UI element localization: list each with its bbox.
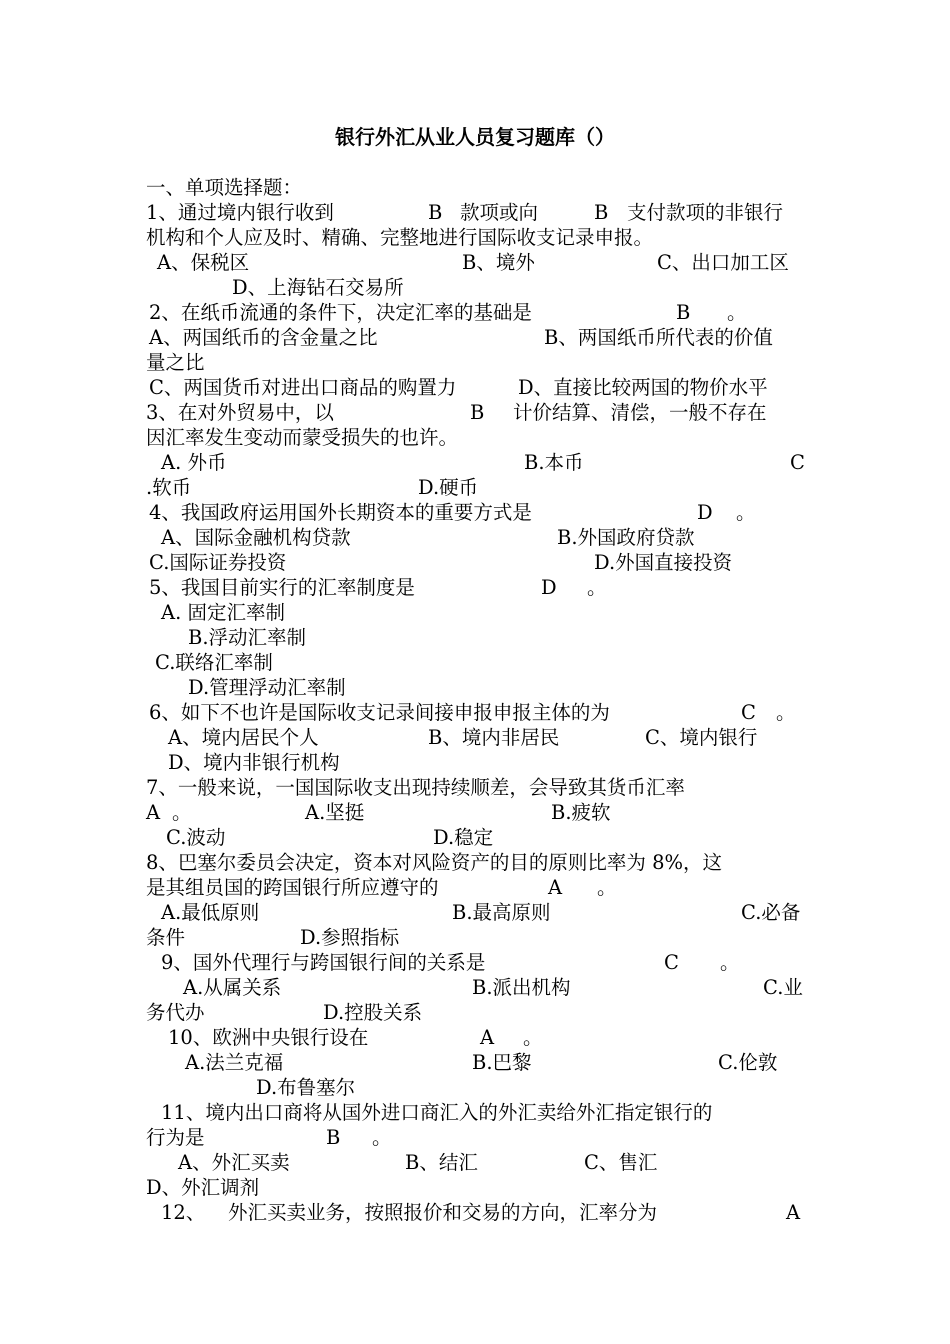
- question-8-text: 8、巴塞尔委员会决定，资本对风险资产的目的原则比率为 8%，这: [146, 851, 723, 874]
- option-a: A.最低原则: [161, 901, 260, 924]
- question-9-answer: C: [664, 951, 679, 974]
- option-d: D.硬币: [418, 476, 479, 499]
- option-c-cont: .软币: [146, 476, 192, 499]
- option-d: D、境内非银行机构: [168, 751, 340, 774]
- question-10-period: 。: [523, 1026, 543, 1049]
- question-1-text-d: 机构和个人应及时、精确、完整地进行国际收支记录申报。: [146, 226, 654, 249]
- question-2-period: 。: [727, 301, 747, 324]
- question-12-text: 外汇买卖业务，按照报价和交易的方向，汇率分为: [228, 1201, 658, 1224]
- option-c: C.业: [763, 976, 803, 999]
- question-6-answer: C: [741, 701, 756, 724]
- question-1-text-c: 支付款项的非银行: [627, 201, 784, 224]
- option-a: A. 固定汇率制: [161, 601, 285, 624]
- option-b: B.派出机构: [472, 976, 571, 999]
- question-1-text: 1、通过境内银行收到: [146, 201, 334, 224]
- question-8-text-b: 是其组员国的跨国银行所应遵守的: [146, 876, 439, 899]
- option-a: A、保税区: [157, 251, 250, 274]
- question-11-text-b: 行为是: [146, 1126, 205, 1149]
- question-3-text: 3、在对外贸易中，以: [146, 401, 334, 424]
- option-d: D.管理浮动汇率制: [188, 676, 346, 699]
- option-a: A.法兰克福: [185, 1051, 284, 1074]
- option-a: A、境内居民个人: [168, 726, 319, 749]
- option-d: D、直接比较两国的物价水平: [518, 376, 768, 399]
- question-8-period: 。: [597, 876, 617, 899]
- question-4-period: 。: [736, 501, 756, 524]
- question-8-answer: A: [548, 876, 563, 899]
- question-3-answer: B: [470, 401, 485, 424]
- question-11-text: 11、境内出口商将从国外进口商汇入的外汇卖给外汇指定银行的: [161, 1101, 713, 1124]
- option-c: C: [790, 451, 805, 474]
- option-b: B、境外: [462, 251, 535, 274]
- option-b: B.本币: [524, 451, 584, 474]
- question-10-answer: A: [480, 1026, 495, 1049]
- question-6-text: 6、如下不也许是国际收支记录间接申报申报主体的为: [149, 701, 610, 724]
- option-d: D.稳定: [433, 826, 494, 849]
- question-3-text-b: 计价结算、清偿，一般不存在: [513, 401, 767, 424]
- option-c: C、出口加工区: [657, 251, 789, 274]
- option-a: A.坚挺: [305, 801, 365, 824]
- question-12-answer: A: [786, 1201, 801, 1224]
- document-title: 银行外汇从业人员复习题库（）: [335, 125, 615, 149]
- question-7-answer: A: [146, 801, 161, 824]
- option-c-cont: 务代办: [146, 1001, 205, 1024]
- option-c: C.联络汇率制: [155, 651, 273, 674]
- question-9-period: 。: [720, 951, 740, 974]
- question-2-text: 2、在纸币流通的条件下，决定汇率的基础是: [149, 301, 532, 324]
- option-a: A、国际金融机构贷款: [161, 526, 351, 549]
- option-b: B、两国纸币所代表的价值: [544, 326, 773, 349]
- option-a: A. 外币: [161, 451, 227, 474]
- option-d: D、上海钻石交易所: [232, 276, 404, 299]
- option-b: B.疲软: [551, 801, 611, 824]
- section-heading: 一、单项选择题：: [146, 176, 303, 199]
- option-b-cont: 量之比: [146, 351, 205, 374]
- option-c: C.必备: [741, 901, 801, 924]
- question-7-period: 。: [172, 801, 192, 824]
- option-c: C.伦敦: [718, 1051, 778, 1074]
- option-d: D.布鲁塞尔: [256, 1076, 356, 1099]
- question-12-number: 12、: [161, 1201, 206, 1224]
- question-10-text: 10、欧洲中央银行设在: [168, 1026, 369, 1049]
- option-a: A、两国纸币的含金量之比: [149, 326, 378, 349]
- option-a: A.从属关系: [183, 976, 282, 999]
- question-5-period: 。: [587, 576, 607, 599]
- option-d: D.外国直接投资: [594, 551, 733, 574]
- question-1-answer-b: B: [594, 201, 609, 224]
- option-b: B、境内非居民: [428, 726, 560, 749]
- question-1-answer: B: [428, 201, 443, 224]
- option-b: B、结汇: [405, 1151, 478, 1174]
- question-6-period: 。: [776, 701, 796, 724]
- question-1-text-b: 款项或向: [460, 201, 539, 224]
- option-d: D.控股关系: [323, 1001, 423, 1024]
- option-d: D、外汇调剂: [146, 1176, 260, 1199]
- option-b: B.最高原则: [452, 901, 551, 924]
- option-c: C、两国货币对进出口商品的购置力: [149, 376, 457, 399]
- question-5-text: 5、我国目前实行的汇率制度是: [149, 576, 415, 599]
- question-7-text: 7、一般来说，一国国际收支出现持续顺差，会导致其货币汇率: [146, 776, 685, 799]
- option-a: A、外汇买卖: [178, 1151, 290, 1174]
- option-b: B.浮动汇率制: [188, 626, 307, 649]
- question-5-answer: D: [541, 576, 557, 599]
- option-b: B.巴黎: [472, 1051, 532, 1074]
- question-2-answer: B: [676, 301, 691, 324]
- option-c-cont: 条件: [146, 926, 186, 949]
- option-c: C.波动: [166, 826, 226, 849]
- question-3-text-c: 因汇率发生变动而蒙受损失的也许。: [146, 426, 459, 449]
- question-9-text: 9、国外代理行与跨国银行间的关系是: [161, 951, 486, 974]
- option-c: C、售汇: [584, 1151, 658, 1174]
- question-4-text: 4、我国政府运用国外长期资本的重要方式是: [149, 501, 532, 524]
- question-4-answer: D: [697, 501, 713, 524]
- question-11-period: 。: [372, 1126, 392, 1149]
- option-d: D.参照指标: [300, 926, 400, 949]
- option-c: C.国际证券投资: [149, 551, 287, 574]
- option-c: C、境内银行: [645, 726, 758, 749]
- question-11-answer: B: [326, 1126, 341, 1149]
- option-b: B.外国政府贷款: [557, 526, 695, 549]
